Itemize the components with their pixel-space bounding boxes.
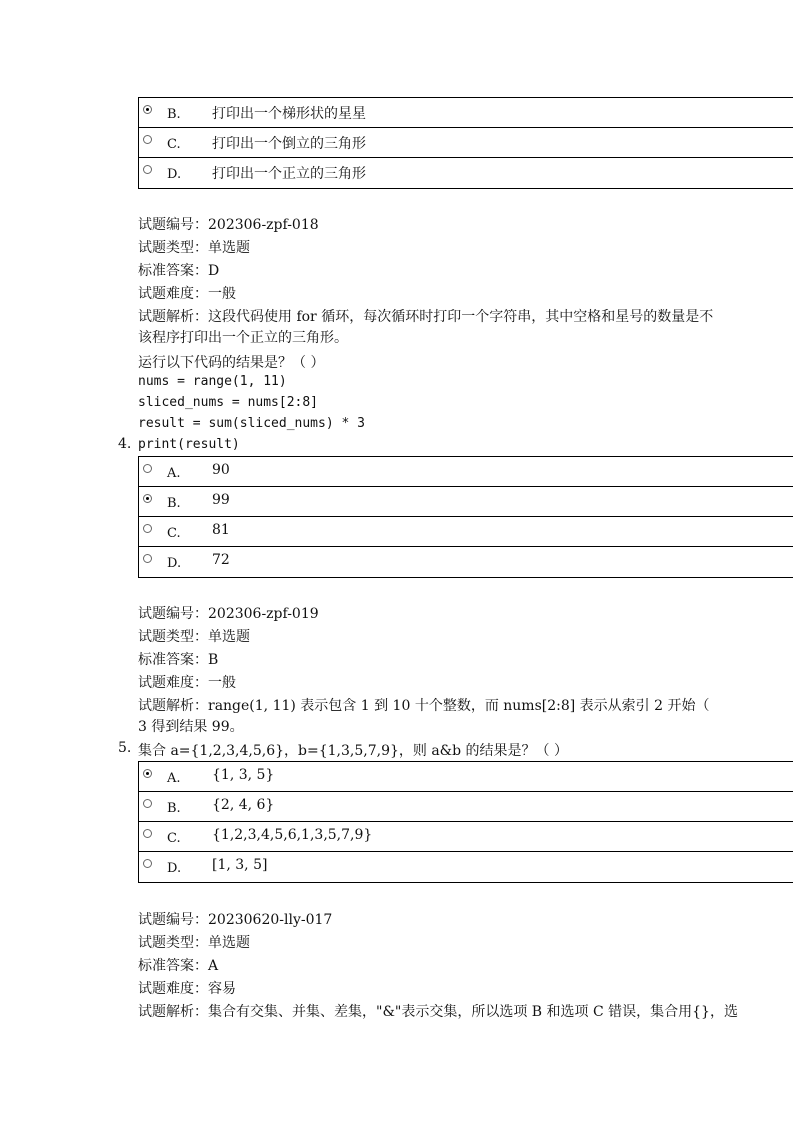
analysis-line: 试题解析：这段代码使用 for 循环，每次循环时打印一个字符串，其中空格和星号的数量是不 xyxy=(138,309,714,325)
option-letter: D. xyxy=(167,167,182,182)
question-id: 试题编号：20230620-lly-017 xyxy=(138,912,333,928)
standard-answer: 标准答案：A xyxy=(138,958,219,974)
radio-checked-icon[interactable] xyxy=(143,494,152,503)
radio-icon[interactable] xyxy=(143,524,152,533)
option-text: 打印出一个正立的三角形 xyxy=(212,166,366,182)
analysis-line: 试题解析：集合有交集、并集、差集，"&"表示交集，所以选项 B 和选项 C 错误，集合用{}，选 xyxy=(138,1004,738,1020)
option-text: [1, 3, 5] xyxy=(212,857,268,873)
option-letter: B. xyxy=(167,107,181,122)
option-row[interactable] xyxy=(139,158,793,188)
question-type: 试题类型：单选题 xyxy=(138,629,250,645)
option-row[interactable] xyxy=(139,487,793,517)
analysis-line: 3 得到结果 99。 xyxy=(138,719,244,735)
option-letter: D. xyxy=(167,556,182,571)
question-type: 试题类型：单选题 xyxy=(138,935,250,951)
radio-checked-icon[interactable] xyxy=(143,105,152,114)
radio-icon[interactable] xyxy=(143,859,152,868)
option-letter: C. xyxy=(167,137,181,152)
radio-icon[interactable] xyxy=(143,135,152,144)
option-row[interactable] xyxy=(139,547,793,577)
option-text: 打印出一个倒立的三角形 xyxy=(212,136,366,152)
options-table-q5 xyxy=(138,761,793,883)
standard-answer: 标准答案：D xyxy=(138,263,220,279)
question-stem: 运行以下代码的结果是？（ ） xyxy=(138,355,325,371)
options-table-q4 xyxy=(138,456,793,578)
option-letter: C. xyxy=(167,831,181,846)
difficulty: 试题难度：容易 xyxy=(138,981,236,997)
option-text: {1, 3, 5} xyxy=(212,767,275,783)
option-text: 90 xyxy=(212,462,230,478)
option-row[interactable] xyxy=(139,762,793,792)
question-number: 5. xyxy=(118,740,132,756)
option-text: {1,2,3,4,5,6,1,3,5,7,9} xyxy=(212,827,373,843)
option-text: {2, 4, 6} xyxy=(212,797,275,813)
option-row[interactable] xyxy=(139,792,793,822)
option-row[interactable] xyxy=(139,457,793,487)
radio-icon[interactable] xyxy=(143,829,152,838)
analysis-line: 试题解析：range(1, 11) 表示包含 1 到 10 十个整数，而 nums[2:8] 表示从索引 2 开始（ xyxy=(138,698,710,714)
radio-icon[interactable] xyxy=(143,165,152,174)
difficulty: 试题难度：一般 xyxy=(138,286,236,302)
option-text: 99 xyxy=(212,492,230,508)
option-letter: B. xyxy=(167,496,181,511)
option-text: 打印出一个梯形状的星星 xyxy=(212,106,366,122)
code-line: nums = range(1, 11) xyxy=(138,374,287,389)
option-letter: C. xyxy=(167,526,181,541)
question-type: 试题类型：单选题 xyxy=(138,240,250,256)
option-letter: D. xyxy=(167,861,182,876)
difficulty: 试题难度：一般 xyxy=(138,675,236,691)
radio-icon[interactable] xyxy=(143,464,152,473)
question-stem: 集合 a={1,2,3,4,5,6}，b={1,3,5,7,9}，则 a&b 的结果是？（ ） xyxy=(138,743,569,759)
radio-icon[interactable] xyxy=(143,799,152,808)
options-table-q3 xyxy=(138,97,793,189)
radio-icon[interactable] xyxy=(143,554,152,563)
option-row[interactable] xyxy=(139,98,793,128)
option-row[interactable] xyxy=(139,822,793,852)
option-row[interactable] xyxy=(139,128,793,158)
option-letter: A. xyxy=(167,771,181,786)
code-line: result = sum(sliced_nums) * 3 xyxy=(138,416,365,431)
option-row[interactable] xyxy=(139,852,793,882)
question-number: 4. xyxy=(118,436,132,452)
code-line: print(result) xyxy=(138,437,240,452)
option-text: 72 xyxy=(212,552,230,568)
option-text: 81 xyxy=(212,522,230,538)
option-row[interactable] xyxy=(139,517,793,547)
standard-answer: 标准答案：B xyxy=(138,652,219,668)
code-line: sliced_nums = nums[2:8] xyxy=(138,395,319,410)
question-id: 试题编号：202306-zpf-019 xyxy=(138,606,319,622)
option-letter: A. xyxy=(167,466,181,481)
analysis-line: 该程序打印出一个正立的三角形。 xyxy=(138,330,348,346)
question-id: 试题编号：202306-zpf-018 xyxy=(138,217,319,233)
radio-checked-icon[interactable] xyxy=(143,769,152,778)
option-letter: B. xyxy=(167,801,181,816)
